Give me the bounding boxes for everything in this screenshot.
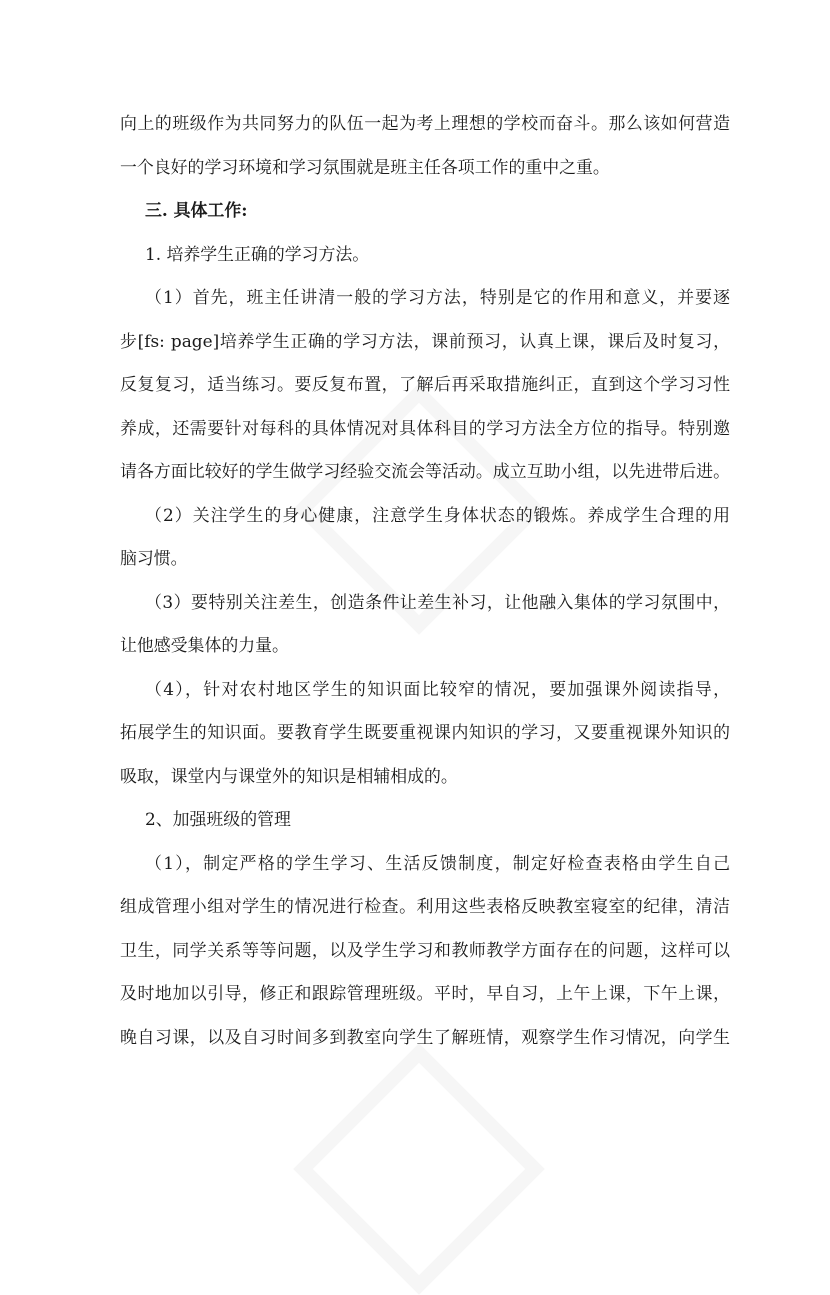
paragraph-line: 组成管理小组对学生的情况进行检查。利用这些表格反映教室寝室的纪律，清洁 [120,896,730,916]
paragraph-line: 步[fs: page]培养学生正确的学习方法，课前预习，认真上课，课后及时复习， [120,330,730,351]
paragraph-line: （1）首先，班主任讲清一般的学习方法，特别是它的作用和意义，并要逐 [145,287,730,307]
paragraph-line: （1），制定严格的学生学习、生活反馈制度，制定好检查表格由学生自己 [145,852,730,873]
paragraph-line: 向上的班级作为共同努力的队伍一起为考上理想的学校而奋斗。那么该如何营造 [120,113,730,133]
paragraph-line: 请各方面比较好的学生做学习经验交流会等活动。成立互助小组，以先进带后进。 [120,461,730,481]
paragraph-line: 一个良好的学习环境和学习氛围就是班主任各项工作的重中之重。 [120,156,610,177]
paragraph-line: 卫生，同学关系等等问题，以及学生学习和教师教学方面存在的问题，这样可以 [120,939,730,960]
watermark [293,1043,545,1295]
paragraph-line: 脑习惯。 [120,548,188,568]
paragraph-line: 养成，还需要针对每科的具体情况对具体科目的学习方法全方位的指导。特别邀 [120,417,730,438]
paragraph-line: 及时地加以引导，修正和跟踪管理班级。平时，早自习，上午上课，下午上课， [120,983,730,1003]
section-heading: 三. 具体工作: [145,200,248,220]
paragraph-line: （2）关注学生的身心健康，注意学生身体状态的锻炼。养成学生合理的用 [145,504,730,525]
paragraph-line: 晚自习课，以及自习时间多到教室向学生了解班情，观察学生作习情况，向学生 [120,1026,730,1047]
document-page [120,102,730,1059]
subsection-heading: 1. 培养学生正确的学习方法。 [145,243,370,264]
paragraph-line: 反复复习，适当练习。要反复布置，了解后再采取措施纠正，直到这个学习习性 [120,374,730,394]
paragraph-line: （3）要特别关注差生，创造条件让差生补习，让他融入集体的学习氛围中， [145,591,730,612]
paragraph-line: （4），针对农村地区学生的知识面比较窄的情况，要加强课外阅读指导， [145,678,730,699]
subsection-heading: 2、加强班级的管理 [145,809,291,829]
paragraph-line: 拓展学生的知识面。要教育学生既要重视课内知识的学习，又要重视课外知识的 [120,722,730,742]
paragraph-line: 吸取，课堂内与课堂外的知识是相辅相成的。 [120,765,458,786]
paragraph-line: 让他感受集体的力量。 [120,635,289,655]
